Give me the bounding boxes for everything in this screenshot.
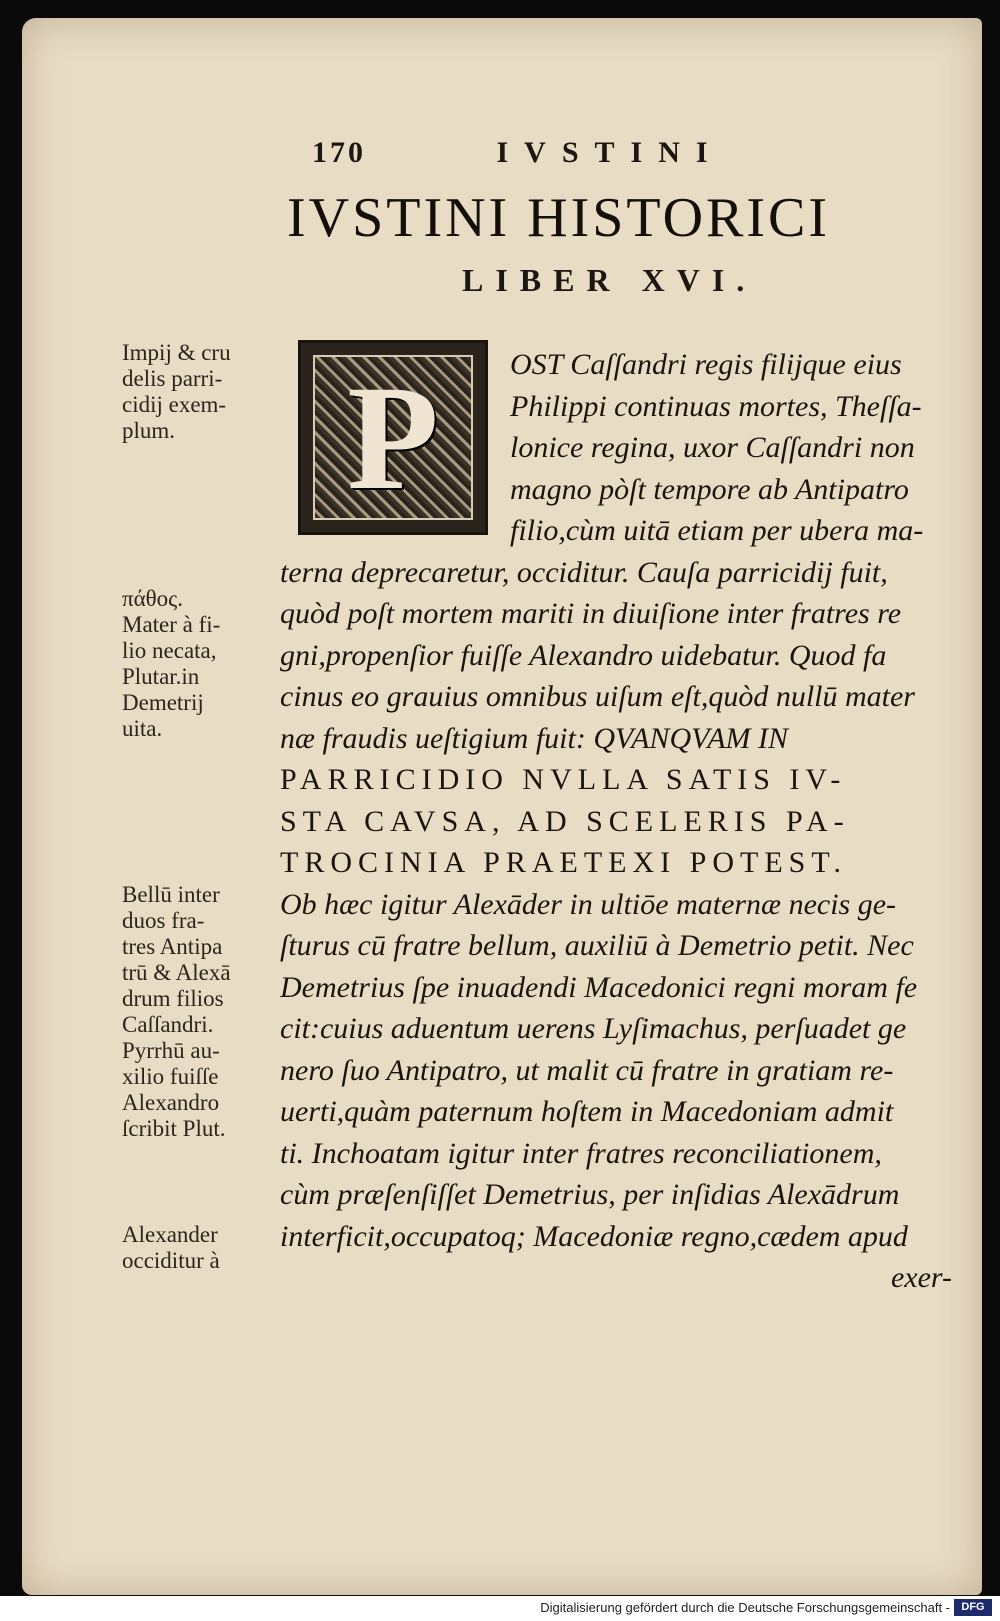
margin-line: Plutar.in [122,664,200,689]
margin-note-4 [122,1222,282,1274]
text-line: magno pòſt tempore ab Antipatro [510,472,909,506]
book-page [22,18,982,1595]
page-number: 170 [312,136,366,169]
margin-line: cidij exem- [122,392,227,417]
margin-line: πάθος. [122,586,184,611]
running-head-title: IVSTINI [496,136,724,169]
margin-line: trū & Alexā [122,960,231,985]
margin-line: Caſſandri. [122,1012,214,1037]
text-line: terna deprecaretur, occiditur. Cauſa parricidij fuit, [280,555,888,589]
margin-line: occiditur à [122,1248,220,1273]
text-line: gni,propenſior fuiſſe Alexandro uidebatur. Quod fa [280,638,887,672]
text-line: uerti,quàm paternum hoſtem in Macedoniam admit [280,1095,894,1128]
margin-note-1 [122,340,282,444]
text-line: lonice regina, uxor Caſſandri non [510,431,915,464]
text-line: cùm præſenſiſſet Demetrius, per inſidias Alexādrum [280,1178,900,1211]
book-title: IVSTINI HISTORICI [287,187,831,249]
margin-line: tres Antipa [122,934,223,959]
margin-line: lio necata, [122,638,217,663]
margin-line: Bellū inter [122,882,220,907]
text-line: næ fraudis ueſtigium fuit: QVANQVAM IN [280,721,789,755]
margin-line: Mater à fi- [122,612,221,637]
margin-line: delis parri- [122,366,223,391]
text-line: TROCINIA PRAETEXI POTEST. [280,846,847,879]
margin-note-2 [122,586,282,742]
text-line: nero ſuo Antipatro, ut malit cū fratre in gratiam re- [280,1053,894,1087]
margin-line: Demetrij [122,690,204,715]
margin-line: ſcribit Plut. [122,1116,226,1141]
text-line: interficit,occupatoq; Macedoniæ regno,cædem apud [280,1219,908,1253]
margin-line: plum. [122,418,176,443]
margin-line: xilio fuiſſe [122,1064,219,1089]
book-subtitle: LIBER XVI. [462,262,757,298]
margin-line: Pyrrhū au- [122,1038,220,1063]
margin-line: duos fra- [122,908,205,933]
margin-line: Alexandro [122,1090,220,1115]
text-line: ſturus cū fratre bellum, auxiliū à Demetrio petit. Nec [280,929,914,962]
text-line: Ob hæc igitur Alexāder in ultiōe maternæ necis ge- [280,887,897,921]
text-line: quòd poſt mortem mariti in diuiſione inter fratres re [280,597,902,630]
initial-letter: P [347,354,439,521]
text-line: filio,cùm uitā etiam per ubera ma- [510,514,924,547]
text-line: ti. Inchoatam igitur inter fratres reconciliationem, [280,1136,882,1170]
margin-line: drum filios [122,986,224,1011]
catchword: exer- [890,1261,952,1294]
dfg-logo-icon: DFG [954,1599,992,1616]
text-line: OST Caſſandri regis filijque eius [510,348,902,381]
margin-line: Alexander [122,1222,218,1247]
margin-line: uita. [122,716,163,741]
digitization-footer [0,1596,1000,1621]
running-head [312,136,724,170]
text-line: cinus eo grauius omnibus uiſum eſt,quòd nullū mater [280,680,915,713]
margin-note-3 [122,882,282,1142]
body-text [280,344,960,1299]
text-line: cit:cuius aduentum uerens Lyſimachus, perſuadet ge [280,1012,907,1045]
text-line: STA CAVSA, AD SCELERIS PA- [280,804,850,838]
text-line: Demetrius ſpe inuadendi Macedonici regni moram fe [280,970,918,1004]
text-line: Philippi continuas mortes, Theſſa- [510,389,922,423]
footer-credit: Digitalisierung gefördert durch die Deutsche Forschungsgemeinschaft - [540,1600,950,1615]
text-line: PARRICIDIO NVLLA SATIS IV- [280,763,847,796]
margin-line: Impij & cru [122,340,231,365]
